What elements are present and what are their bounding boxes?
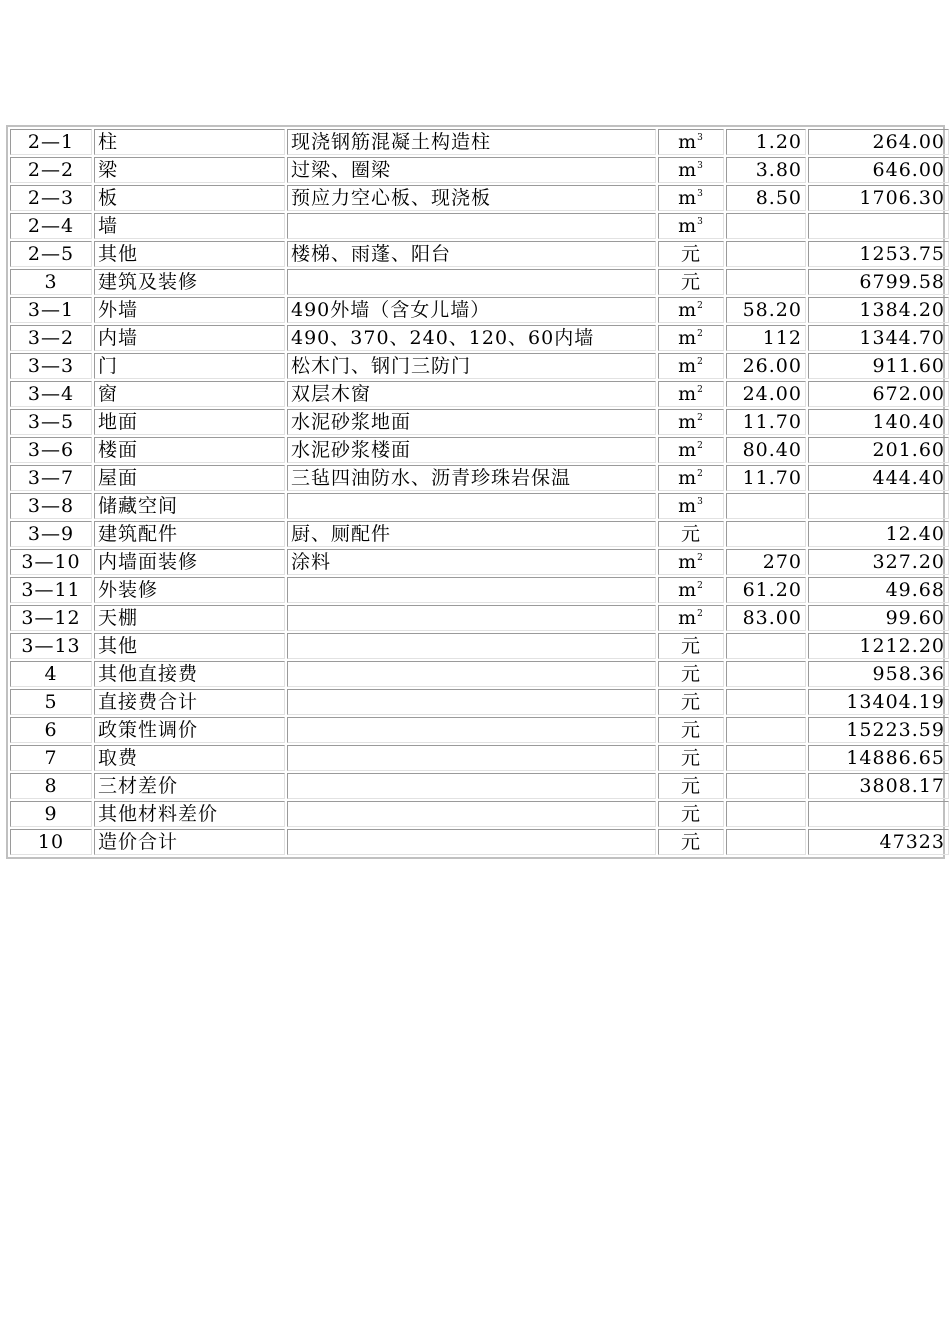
item-description-cell: 三毡四油防水、沥青珍珠岩保温 bbox=[287, 465, 656, 491]
unit-cell: $m^2$ bbox=[658, 605, 724, 631]
amount-cell: 911.60 bbox=[808, 353, 949, 379]
item-name-cell: 外墙 bbox=[94, 297, 285, 323]
amount-cell: 327.20 bbox=[808, 549, 949, 575]
item-code-cell: 3—3 bbox=[10, 353, 92, 379]
table-row bbox=[10, 773, 949, 799]
quantity-cell: 11.70 bbox=[726, 409, 806, 435]
amount-cell: 3808.17 bbox=[808, 773, 949, 799]
table-row bbox=[10, 689, 949, 715]
item-code-cell: 2—5 bbox=[10, 241, 92, 267]
item-code-cell: 3—8 bbox=[10, 493, 92, 519]
quantity-cell: 26.00 bbox=[726, 353, 806, 379]
amount-cell: 264.00 bbox=[808, 129, 949, 155]
unit-cell: $m^2$ bbox=[658, 465, 724, 491]
item-code-cell: 3—10 bbox=[10, 549, 92, 575]
item-description-cell bbox=[287, 605, 656, 631]
item-code-cell: 3—11 bbox=[10, 577, 92, 603]
item-description-cell: 490外墙（含女儿墙） bbox=[287, 297, 656, 323]
item-description-cell: 水泥砂浆地面 bbox=[287, 409, 656, 435]
item-name-cell: 地面 bbox=[94, 409, 285, 435]
table-row bbox=[10, 353, 949, 379]
table-row bbox=[10, 577, 949, 603]
unit-cell: $m^2$ bbox=[658, 297, 724, 323]
unit-cell: $m^2$ bbox=[658, 437, 724, 463]
unit-cell: $m^2$ bbox=[658, 577, 724, 603]
table-row bbox=[10, 633, 949, 659]
table-row bbox=[10, 661, 949, 687]
amount-cell: 47323 bbox=[808, 829, 949, 855]
item-description-cell bbox=[287, 493, 656, 519]
table-row bbox=[10, 745, 949, 771]
cost-estimate-table bbox=[8, 127, 950, 857]
item-code-cell: 3—5 bbox=[10, 409, 92, 435]
item-code-cell: 8 bbox=[10, 773, 92, 799]
item-name-cell: 政策性调价 bbox=[94, 717, 285, 743]
unit-cell: 元 bbox=[658, 717, 724, 743]
item-code-cell: 6 bbox=[10, 717, 92, 743]
unit-cell: $m^2$ bbox=[658, 325, 724, 351]
quantity-cell bbox=[726, 269, 806, 295]
item-description-cell bbox=[287, 269, 656, 295]
unit-cell: $m^3$ bbox=[658, 493, 724, 519]
item-description-cell bbox=[287, 717, 656, 743]
item-code-cell: 9 bbox=[10, 801, 92, 827]
cost-estimate-sheet bbox=[6, 125, 945, 859]
item-name-cell: 板 bbox=[94, 185, 285, 211]
item-code-cell: 3 bbox=[10, 269, 92, 295]
item-code-cell: 10 bbox=[10, 829, 92, 855]
item-description-cell bbox=[287, 801, 656, 827]
quantity-cell bbox=[726, 521, 806, 547]
table-row bbox=[10, 437, 949, 463]
quantity-cell bbox=[726, 801, 806, 827]
item-code-cell: 2—1 bbox=[10, 129, 92, 155]
amount-cell: 1384.20 bbox=[808, 297, 949, 323]
item-name-cell: 其他材料差价 bbox=[94, 801, 285, 827]
item-name-cell: 其他直接费 bbox=[94, 661, 285, 687]
item-description-cell: 预应力空心板、现浇板 bbox=[287, 185, 656, 211]
item-code-cell: 3—2 bbox=[10, 325, 92, 351]
amount-cell: 958.36 bbox=[808, 661, 949, 687]
quantity-cell: 1.20 bbox=[726, 129, 806, 155]
table-row bbox=[10, 213, 949, 239]
quantity-cell: 270 bbox=[726, 549, 806, 575]
amount-cell: 201.60 bbox=[808, 437, 949, 463]
unit-cell: 元 bbox=[658, 745, 724, 771]
item-description-cell: 水泥砂浆楼面 bbox=[287, 437, 656, 463]
item-code-cell: 3—1 bbox=[10, 297, 92, 323]
table-row bbox=[10, 409, 949, 435]
amount-cell: 12.40 bbox=[808, 521, 949, 547]
unit-cell: 元 bbox=[658, 801, 724, 827]
item-code-cell: 5 bbox=[10, 689, 92, 715]
item-description-cell: 松木门、钢门三防门 bbox=[287, 353, 656, 379]
item-name-cell: 直接费合计 bbox=[94, 689, 285, 715]
item-description-cell: 过梁、圈梁 bbox=[287, 157, 656, 183]
quantity-cell bbox=[726, 717, 806, 743]
item-description-cell bbox=[287, 829, 656, 855]
table-row bbox=[10, 269, 949, 295]
item-description-cell: 490、370、240、120、60内墙 bbox=[287, 325, 656, 351]
quantity-cell bbox=[726, 773, 806, 799]
amount-cell: 140.40 bbox=[808, 409, 949, 435]
item-name-cell: 外装修 bbox=[94, 577, 285, 603]
amount-cell bbox=[808, 801, 949, 827]
quantity-cell bbox=[726, 829, 806, 855]
item-name-cell: 储藏空间 bbox=[94, 493, 285, 519]
unit-cell: 元 bbox=[658, 633, 724, 659]
quantity-cell: 24.00 bbox=[726, 381, 806, 407]
amount-cell: 49.68 bbox=[808, 577, 949, 603]
item-description-cell bbox=[287, 745, 656, 771]
item-name-cell: 三材差价 bbox=[94, 773, 285, 799]
item-name-cell: 取费 bbox=[94, 745, 285, 771]
quantity-cell: 61.20 bbox=[726, 577, 806, 603]
item-name-cell: 窗 bbox=[94, 381, 285, 407]
amount-cell: 13404.19 bbox=[808, 689, 949, 715]
quantity-cell bbox=[726, 241, 806, 267]
item-name-cell: 天棚 bbox=[94, 605, 285, 631]
quantity-cell: 83.00 bbox=[726, 605, 806, 631]
quantity-cell: 3.80 bbox=[726, 157, 806, 183]
amount-cell: 6799.58 bbox=[808, 269, 949, 295]
quantity-cell bbox=[726, 213, 806, 239]
item-code-cell: 2—2 bbox=[10, 157, 92, 183]
item-description-cell bbox=[287, 633, 656, 659]
item-code-cell: 7 bbox=[10, 745, 92, 771]
item-description-cell: 双层木窗 bbox=[287, 381, 656, 407]
table-row bbox=[10, 129, 949, 155]
quantity-cell bbox=[726, 745, 806, 771]
amount-cell: 646.00 bbox=[808, 157, 949, 183]
table-row bbox=[10, 297, 949, 323]
table-row bbox=[10, 521, 949, 547]
unit-cell: 元 bbox=[658, 269, 724, 295]
item-name-cell: 造价合计 bbox=[94, 829, 285, 855]
item-name-cell: 建筑配件 bbox=[94, 521, 285, 547]
table-row bbox=[10, 605, 949, 631]
item-code-cell: 4 bbox=[10, 661, 92, 687]
amount-cell bbox=[808, 493, 949, 519]
table-row bbox=[10, 829, 949, 855]
unit-cell: $m^2$ bbox=[658, 409, 724, 435]
amount-cell bbox=[808, 213, 949, 239]
table-row bbox=[10, 325, 949, 351]
amount-cell: 1253.75 bbox=[808, 241, 949, 267]
item-code-cell: 2—3 bbox=[10, 185, 92, 211]
unit-cell: 元 bbox=[658, 689, 724, 715]
quantity-cell: 11.70 bbox=[726, 465, 806, 491]
table-row bbox=[10, 717, 949, 743]
quantity-cell bbox=[726, 661, 806, 687]
item-name-cell: 墙 bbox=[94, 213, 285, 239]
amount-cell: 1212.20 bbox=[808, 633, 949, 659]
amount-cell: 1344.70 bbox=[808, 325, 949, 351]
unit-cell: $m^2$ bbox=[658, 549, 724, 575]
unit-cell: $m^3$ bbox=[658, 185, 724, 211]
item-name-cell: 其他 bbox=[94, 241, 285, 267]
unit-cell: 元 bbox=[658, 829, 724, 855]
amount-cell: 15223.59 bbox=[808, 717, 949, 743]
item-description-cell bbox=[287, 773, 656, 799]
item-name-cell: 梁 bbox=[94, 157, 285, 183]
table-row bbox=[10, 157, 949, 183]
table-row bbox=[10, 381, 949, 407]
amount-cell: 1706.30 bbox=[808, 185, 949, 211]
item-code-cell: 3—7 bbox=[10, 465, 92, 491]
unit-cell: $m^3$ bbox=[658, 129, 724, 155]
amount-cell: 99.60 bbox=[808, 605, 949, 631]
quantity-cell: 80.40 bbox=[726, 437, 806, 463]
item-name-cell: 柱 bbox=[94, 129, 285, 155]
unit-cell: 元 bbox=[658, 241, 724, 267]
item-description-cell bbox=[287, 661, 656, 687]
item-name-cell: 门 bbox=[94, 353, 285, 379]
item-code-cell: 3—9 bbox=[10, 521, 92, 547]
amount-cell: 444.40 bbox=[808, 465, 949, 491]
quantity-cell bbox=[726, 689, 806, 715]
item-description-cell: 楼梯、雨蓬、阳台 bbox=[287, 241, 656, 267]
quantity-cell bbox=[726, 493, 806, 519]
quantity-cell: 112 bbox=[726, 325, 806, 351]
unit-cell: $m^3$ bbox=[658, 213, 724, 239]
item-description-cell: 现浇钢筋混凝土构造柱 bbox=[287, 129, 656, 155]
item-code-cell: 3—6 bbox=[10, 437, 92, 463]
item-code-cell: 3—4 bbox=[10, 381, 92, 407]
item-description-cell: 厨、厕配件 bbox=[287, 521, 656, 547]
unit-cell: $m^2$ bbox=[658, 353, 724, 379]
item-name-cell: 其他 bbox=[94, 633, 285, 659]
item-name-cell: 内墙 bbox=[94, 325, 285, 351]
item-name-cell: 屋面 bbox=[94, 465, 285, 491]
item-code-cell: 2—4 bbox=[10, 213, 92, 239]
item-name-cell: 内墙面装修 bbox=[94, 549, 285, 575]
quantity-cell: 8.50 bbox=[726, 185, 806, 211]
item-description-cell bbox=[287, 577, 656, 603]
item-code-cell: 3—12 bbox=[10, 605, 92, 631]
item-name-cell: 建筑及装修 bbox=[94, 269, 285, 295]
table-row bbox=[10, 241, 949, 267]
quantity-cell: 58.20 bbox=[726, 297, 806, 323]
table-row bbox=[10, 801, 949, 827]
unit-cell: 元 bbox=[658, 521, 724, 547]
table-row bbox=[10, 465, 949, 491]
item-name-cell: 楼面 bbox=[94, 437, 285, 463]
item-code-cell: 3—13 bbox=[10, 633, 92, 659]
table-row bbox=[10, 185, 949, 211]
item-description-cell bbox=[287, 689, 656, 715]
unit-cell: 元 bbox=[658, 773, 724, 799]
amount-cell: 14886.65 bbox=[808, 745, 949, 771]
unit-cell: $m^2$ bbox=[658, 381, 724, 407]
table-row bbox=[10, 549, 949, 575]
table-body bbox=[10, 129, 949, 855]
table-row bbox=[10, 493, 949, 519]
quantity-cell bbox=[726, 633, 806, 659]
amount-cell: 672.00 bbox=[808, 381, 949, 407]
item-description-cell bbox=[287, 213, 656, 239]
unit-cell: 元 bbox=[658, 661, 724, 687]
item-description-cell: 涂料 bbox=[287, 549, 656, 575]
unit-cell: $m^3$ bbox=[658, 157, 724, 183]
